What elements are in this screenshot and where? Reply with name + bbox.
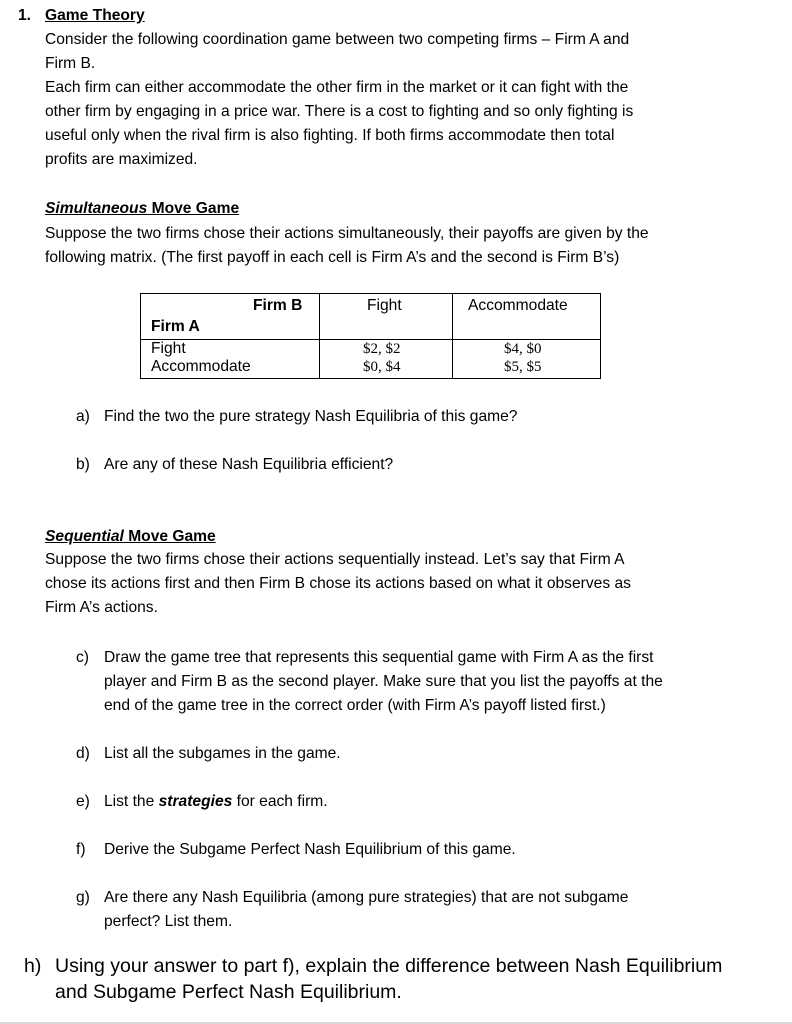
- question-c-line: end of the game tree in the correct order (with Firm A’s payoff listed first.): [104, 697, 606, 714]
- question-e-pre: List the: [104, 793, 159, 810]
- question-h-label: h): [24, 955, 42, 977]
- payoff-accommodate-accommodate: $5, $5: [504, 359, 542, 375]
- col-fight-label: Fight: [367, 297, 402, 314]
- sequential-heading-rest: Move Game: [123, 528, 216, 545]
- payoff-matrix: [140, 293, 601, 379]
- sequential-line: chose its actions first and then Firm B chose its actions based on what it observes as: [45, 575, 631, 592]
- row-header-cell: [141, 340, 320, 379]
- accommodate-column-payoffs: [453, 340, 601, 379]
- intro-line: Consider the following coordination game between two competing firms – Firm A and: [45, 31, 630, 48]
- simultaneous-line: Suppose the two firms chose their actions simultaneously, their payoffs are given by the: [45, 225, 649, 242]
- question-e-italic: strategies: [158, 793, 233, 810]
- row-accommodate-label: Accommodate: [151, 358, 251, 375]
- col-header-accommodate: [453, 294, 601, 340]
- question-d-label: d): [76, 745, 90, 762]
- question-e-text: [104, 790, 328, 814]
- question-c-line: player and Firm B as the second player. Make sure that you list the payoffs at the: [104, 673, 663, 690]
- payoff-accommodate-fight: $0, $4: [363, 359, 401, 375]
- question-h-line: Using your answer to part f), explain the difference between Nash Equilibrium: [55, 955, 723, 977]
- col-accommodate-label: Accommodate: [468, 297, 568, 314]
- simultaneous-heading-italic: Simultaneous: [45, 200, 148, 217]
- question-a-label: a): [76, 408, 90, 425]
- payoff-fight-fight: $2, $2: [363, 341, 401, 357]
- intro-line: useful only when the rival firm is also fighting. If both firms accommodate then total: [45, 127, 615, 144]
- question-f-text: Derive the Subgame Perfect Nash Equilibrium of this game.: [104, 841, 516, 858]
- question-g-line: perfect? List them.: [104, 913, 233, 930]
- question-a-text: Find the two the pure strategy Nash Equilibria of this game?: [104, 408, 518, 425]
- row-fight-label: Fight: [151, 340, 186, 357]
- question-g-label: g): [76, 889, 90, 906]
- col-header-fight: [320, 294, 453, 340]
- firm-a-label: Firm A: [151, 318, 200, 335]
- question-c-line: Draw the game tree that represents this sequential game with Firm A as the first: [104, 649, 654, 666]
- sequential-heading-italic: Sequential: [45, 528, 124, 545]
- intro-line: other firm by engaging in a price war. There is a cost to fighting and so only fighting is: [45, 103, 634, 120]
- question-e-post: for each firm.: [232, 793, 328, 810]
- sequential-line: Firm A’s actions.: [45, 599, 158, 616]
- question-c-label: c): [76, 649, 89, 666]
- fight-column-payoffs: [320, 340, 453, 379]
- sequential-heading: [45, 525, 216, 549]
- question-b-label: b): [76, 456, 90, 473]
- intro-line: profits are maximized.: [45, 151, 198, 168]
- question-h-line: and Subgame Perfect Nash Equilibrium.: [55, 981, 402, 1003]
- sequential-line: Suppose the two firms chose their actions sequentially instead. Let’s say that Firm A: [45, 551, 625, 568]
- intro-line: Each firm can either accommodate the other firm in the market or it can fight with the: [45, 79, 629, 96]
- simultaneous-line: following matrix. (The first payoff in each cell is Firm A’s and the second is Firm B’s): [45, 249, 620, 266]
- section-title: Game Theory: [45, 7, 145, 24]
- firm-b-label: Firm B: [253, 297, 303, 314]
- payoff-fight-accommodate: $4, $0: [504, 341, 542, 357]
- question-d-text: List all the subgames in the game.: [104, 745, 341, 762]
- intro-line: Firm B.: [45, 55, 96, 72]
- section-number: 1.: [18, 7, 32, 24]
- simultaneous-heading: [45, 197, 239, 221]
- question-b-text: Are any of these Nash Equilibria efficient?: [104, 456, 394, 473]
- question-f-label: f): [76, 841, 86, 858]
- corner-cell: [141, 294, 320, 340]
- question-e-label: e): [76, 793, 90, 810]
- question-g-line: Are there any Nash Equilibria (among pure strategies) that are not subgame: [104, 889, 629, 906]
- simultaneous-heading-rest: Move Game: [147, 200, 240, 217]
